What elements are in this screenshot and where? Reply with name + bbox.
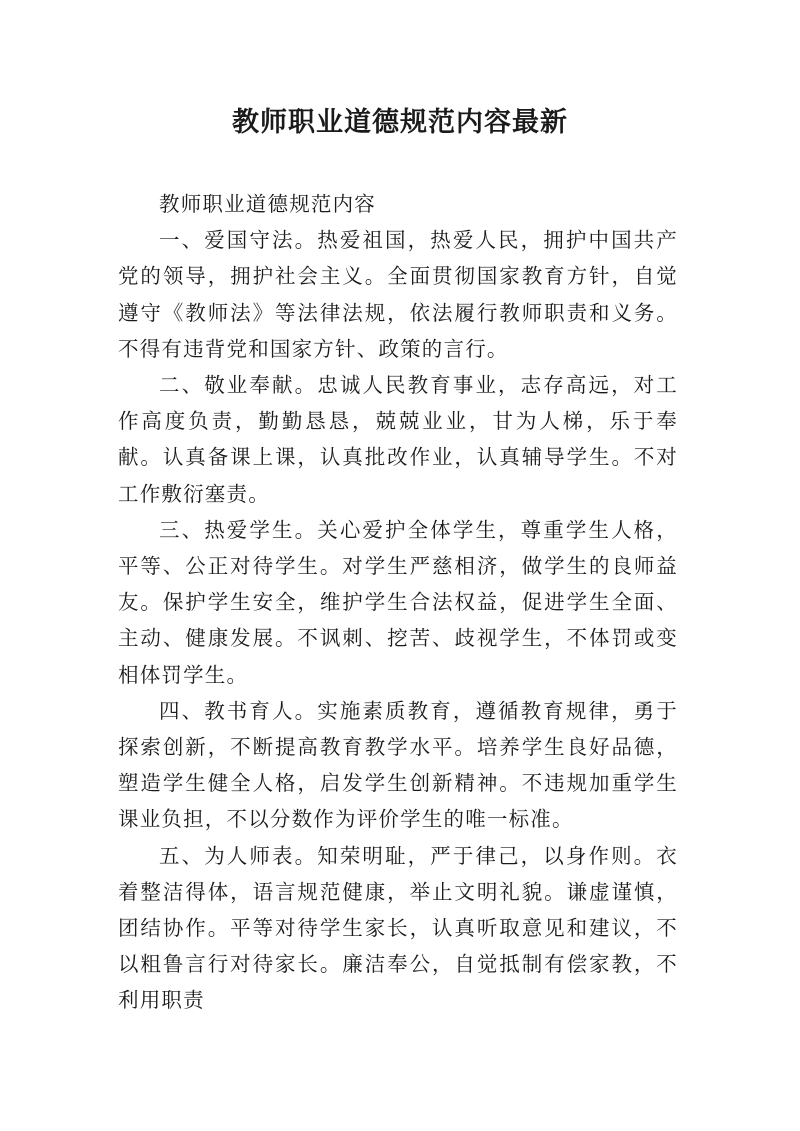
paragraph-teaching: 四、教书育人。实施素质教育，遵循教育规律，勇于探索创新，不断提高教育教学水平。培养学生良好品德，塑造学生健全人格，启发学生创新精神。不违规加重学生课业负担，不以分数作为评价学生的唯一标准。 <box>118 698 678 832</box>
paragraph-dedication: 二、敬业奉献。忠诚人民教育事业，志存高远，对工作高度负责，勤勤恳恳，兢兢业业，甘为人梯，乐于奉献。认真备课上课，认真批改作业，认真辅导学生。不对工作敷衍塞责。 <box>118 373 678 506</box>
paragraph-role-model: 五、为人师表。知荣明耻，严于律己，以身作则。衣着整洁得体，语言规范健康，举止文明礼貌。谦虚谨慎，团结协作。平等对待学生家长，认真听取意见和建议，不以粗鲁言行对待家长。廉洁奉公，自觉抵制有偿家教，不利用职责 <box>118 843 678 1013</box>
document-title: 教师职业道德规范内容最新 <box>232 107 568 138</box>
document-body <box>118 186 678 1019</box>
paragraph-heading: 教师职业道德规范内容 <box>159 192 376 216</box>
paragraph-patriotism: 一、爱国守法。热爱祖国，热爱人民，拥护中国共产党的领导，拥护社会主义。全面贯彻国家教育方针，自觉遵守《教师法》等法律法规，依法履行教师职责和义务。不得有违背党和国家方针、政策的言行。 <box>118 228 678 361</box>
paragraph-love-students: 三、热爱学生。关心爱护全体学生，尊重学生人格，平等、公正对待学生。对学生严慈相济，做学生的良师益友。保护学生安全，维护学生合法权益，促进学生全面、主动、健康发展。不讽刺、挖苦、歧视学生，不体罚或变相体罚学生。 <box>118 517 678 687</box>
